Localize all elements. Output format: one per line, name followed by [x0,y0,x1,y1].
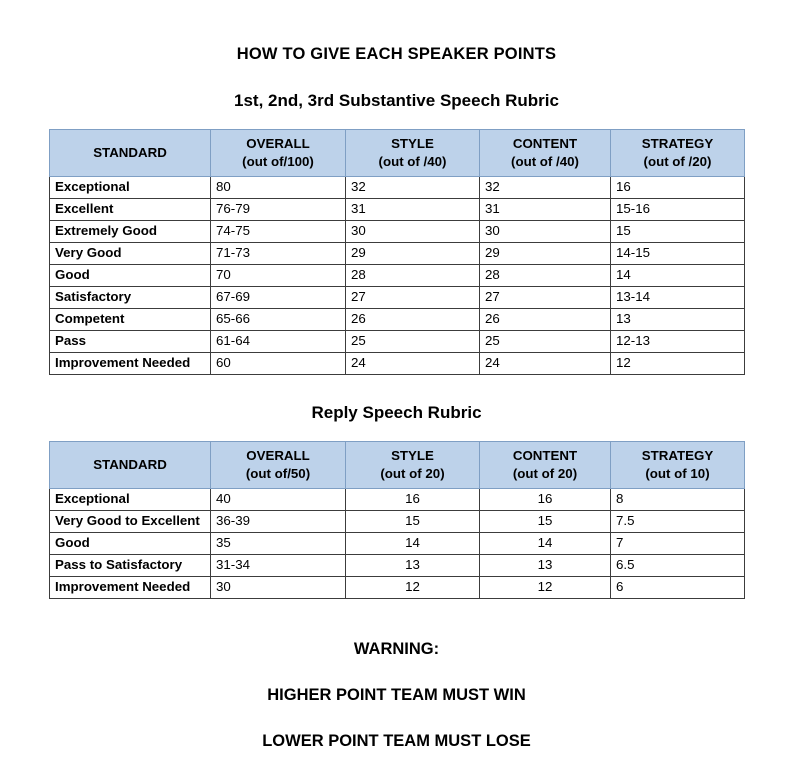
reply-rubric-table-wrapper [49,441,744,599]
cell-overall: 61-64 [211,331,346,353]
cell-strategy: 14 [611,265,745,287]
table-header-row [50,441,745,488]
cell-standard: Excellent [50,199,211,221]
column-header-strategy [611,129,745,176]
table-row [50,221,745,243]
column-header-style-name: STYLE [391,447,434,463]
cell-standard: Exceptional [50,489,211,511]
column-header-content [480,441,611,488]
table-row [50,243,745,265]
cell-overall: 71-73 [211,243,346,265]
table-row [50,265,745,287]
column-header-overall-name: OVERALL [246,135,310,151]
column-header-overall [211,129,346,176]
cell-overall: 80 [211,177,346,199]
warning-block [0,599,793,750]
cell-standard: Satisfactory [50,287,211,309]
cell-strategy: 7.5 [611,511,745,533]
cell-style: 13 [346,555,480,577]
table-row [50,331,745,353]
column-header-standard-name: STANDARD [93,456,167,472]
cell-style: 24 [346,353,480,375]
cell-strategy: 16 [611,177,745,199]
column-header-style-name: STYLE [391,135,434,151]
cell-style: 16 [346,489,480,511]
table-header-row [50,129,745,176]
cell-style: 14 [346,533,480,555]
column-header-style-scale: (out of /40) [378,153,447,169]
cell-overall: 74-75 [211,221,346,243]
cell-overall: 36-39 [211,511,346,533]
cell-overall: 67-69 [211,287,346,309]
substantive-rubric-table [49,129,745,375]
cell-content: 15 [480,511,611,533]
cell-standard: Improvement Needed [50,353,211,375]
table-row [50,309,745,331]
cell-standard: Pass [50,331,211,353]
cell-standard: Improvement Needed [50,577,211,599]
cell-style: 12 [346,577,480,599]
column-header-strategy-scale: (out of 10) [645,465,710,481]
column-header-content-name: CONTENT [512,447,578,463]
cell-standard: Very Good to Excellent [50,511,211,533]
column-header-style [346,129,480,176]
column-header-overall [211,441,346,488]
cell-content: 28 [480,265,611,287]
column-header-standard-name: STANDARD [93,144,167,160]
cell-overall: 35 [211,533,346,555]
cell-strategy: 15-16 [611,199,745,221]
cell-strategy: 12 [611,353,745,375]
cell-content: 25 [480,331,611,353]
cell-content: 31 [480,199,611,221]
cell-style: 32 [346,177,480,199]
column-header-overall-scale: (out of/50) [245,465,311,481]
warning-higher-point-line: HIGHER POINT TEAM MUST WIN [267,686,526,705]
table-row [50,489,745,511]
cell-content: 32 [480,177,611,199]
warning-lower-point-line: LOWER POINT TEAM MUST LOSE [262,732,531,751]
cell-content: 30 [480,221,611,243]
section-title-reply: Reply Speech Rubric [311,403,482,423]
cell-standard: Extremely Good [50,221,211,243]
column-header-content [480,129,611,176]
table-row [50,533,745,555]
cell-overall: 76-79 [211,199,346,221]
cell-standard: Good [50,533,211,555]
column-header-overall-name: OVERALL [246,447,310,463]
cell-strategy: 13 [611,309,745,331]
substantive-rubric-table-wrapper [49,129,744,375]
cell-style: 25 [346,331,480,353]
column-header-content-scale: (out of 20) [512,465,578,481]
column-header-strategy-scale: (out of /20) [643,153,712,169]
cell-overall: 65-66 [211,309,346,331]
cell-overall: 30 [211,577,346,599]
table-row [50,353,745,375]
table-row [50,287,745,309]
cell-content: 16 [480,489,611,511]
cell-overall: 40 [211,489,346,511]
cell-standard: Good [50,265,211,287]
cell-style: 29 [346,243,480,265]
table-row [50,577,745,599]
cell-strategy: 6.5 [611,555,745,577]
section-title-substantive: 1st, 2nd, 3rd Substantive Speech Rubric [234,91,559,111]
column-header-style-scale: (out of 20) [380,465,445,481]
column-header-content-name: CONTENT [512,135,578,151]
table-row [50,511,745,533]
cell-standard: Pass to Satisfactory [50,555,211,577]
column-header-standard [50,441,211,488]
cell-strategy: 12-13 [611,331,745,353]
cell-strategy: 13-14 [611,287,745,309]
table-row [50,199,745,221]
column-header-style [346,441,480,488]
column-header-overall-scale: (out of/100) [242,153,314,169]
cell-style: 26 [346,309,480,331]
table-row [50,555,745,577]
cell-standard: Competent [50,309,211,331]
cell-style: 28 [346,265,480,287]
cell-standard: Very Good [50,243,211,265]
table-row [50,177,745,199]
cell-strategy: 15 [611,221,745,243]
column-header-content-scale: (out of /40) [511,153,579,169]
cell-overall: 31-34 [211,555,346,577]
cell-content: 14 [480,533,611,555]
cell-overall: 60 [211,353,346,375]
cell-style: 31 [346,199,480,221]
cell-strategy: 7 [611,533,745,555]
column-header-strategy [611,441,745,488]
cell-overall: 70 [211,265,346,287]
cell-strategy: 8 [611,489,745,511]
cell-strategy: 6 [611,577,745,599]
cell-standard: Exceptional [50,177,211,199]
column-header-standard [50,129,211,176]
cell-style: 15 [346,511,480,533]
cell-content: 12 [480,577,611,599]
cell-strategy: 14-15 [611,243,745,265]
cell-content: 27 [480,287,611,309]
cell-content: 24 [480,353,611,375]
warning-heading: WARNING: [353,640,440,659]
page-title: HOW TO GIVE EACH SPEAKER POINTS [236,45,557,63]
cell-content: 29 [480,243,611,265]
column-header-strategy-name: STRATEGY [641,135,714,151]
column-header-strategy-name: STRATEGY [641,447,714,463]
reply-rubric-table [49,441,745,599]
cell-style: 30 [346,221,480,243]
cell-content: 26 [480,309,611,331]
cell-content: 13 [480,555,611,577]
cell-style: 27 [346,287,480,309]
